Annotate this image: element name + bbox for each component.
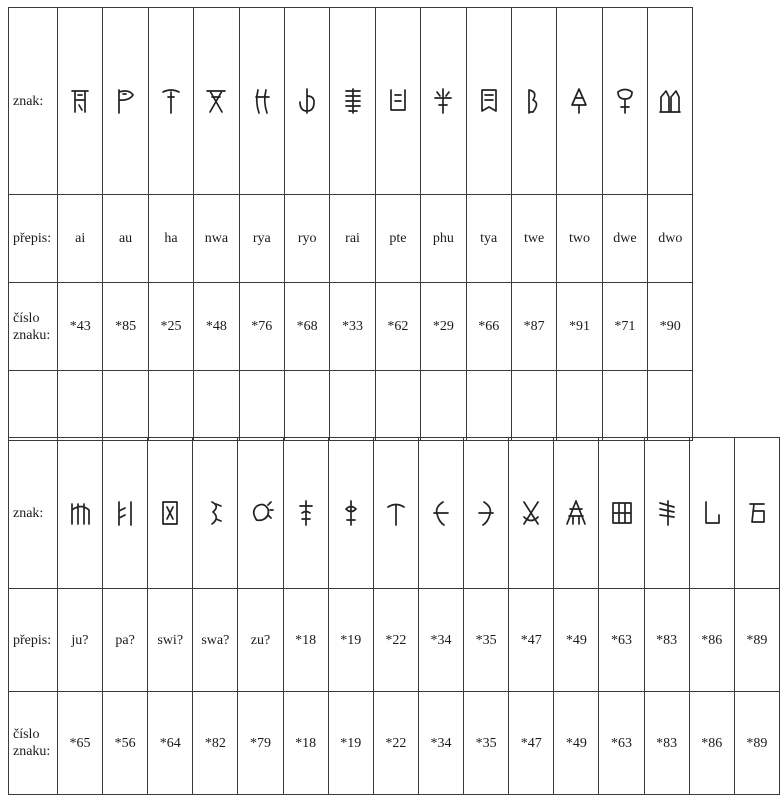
- glyph-cell: [238, 438, 283, 589]
- sign-number-cell: *29: [421, 283, 466, 371]
- label-znak: znak:: [9, 438, 58, 589]
- glyph-cell: [373, 438, 418, 589]
- glyph-cell: [421, 8, 466, 195]
- sign-number-cell: *65: [57, 692, 102, 795]
- linear-a-sign-64-icon: [157, 497, 183, 529]
- empty-cell: [421, 371, 466, 441]
- sign-number-cell: *62: [375, 283, 420, 371]
- glyph-cell: [57, 438, 102, 589]
- empty-cell: [103, 371, 148, 441]
- sign-number-cell: *68: [284, 283, 329, 371]
- empty-cell: [466, 371, 511, 441]
- transliteration-cell: *18: [283, 589, 328, 692]
- glyph-cell: [734, 438, 779, 589]
- glyph-cell: [648, 8, 693, 195]
- transliteration-cell: *86: [689, 589, 734, 692]
- linear-a-sign-66-icon: [476, 85, 502, 117]
- linear-a-sign-65-icon: [67, 497, 93, 529]
- linear-a-sign-22-icon: [383, 497, 409, 529]
- label-cislo-znaku: [9, 283, 58, 371]
- linear-a-sign-68-icon: [294, 85, 320, 117]
- glyph-cell: [58, 8, 103, 195]
- sign-number-cell: *18: [283, 692, 328, 795]
- glyph-cell: [283, 438, 328, 589]
- glyph-cell: [148, 438, 193, 589]
- sign-number-cell: *91: [557, 283, 602, 371]
- linear-a-sign-19-icon: [338, 497, 364, 529]
- glyph-cell: [466, 8, 511, 195]
- row-prepis: [9, 589, 780, 692]
- glyph-cell: [328, 438, 373, 589]
- transliteration-cell: swa?: [193, 589, 238, 692]
- transliteration-cell: twe: [511, 195, 556, 283]
- transliteration-cell: *19: [328, 589, 373, 692]
- linear-a-sign-43-icon: [67, 85, 93, 117]
- transliteration-cell: tya: [466, 195, 511, 283]
- linear-a-sign-86-icon: [699, 497, 725, 529]
- linear-a-sign-85-icon: [113, 85, 139, 117]
- sign-number-cell: *82: [193, 692, 238, 795]
- row-prepis: [9, 195, 693, 283]
- row-empty: [9, 371, 693, 441]
- transliteration-cell: *47: [509, 589, 554, 692]
- sign-number-cell: *85: [103, 283, 148, 371]
- empty-cell: [375, 371, 420, 441]
- empty-cell: [330, 371, 375, 441]
- glyph-cell: [464, 438, 509, 589]
- transliteration-cell: rya: [239, 195, 284, 283]
- transliteration-cell: *63: [599, 589, 644, 692]
- sign-number-cell: *25: [148, 283, 193, 371]
- glyph-cell: [602, 8, 647, 195]
- transliteration-cell: *22: [373, 589, 418, 692]
- linear-a-sign-33-icon: [340, 85, 366, 117]
- sign-number-cell: *71: [602, 283, 647, 371]
- glyph-cell: [148, 8, 193, 195]
- linear-a-sign-76-icon: [249, 85, 275, 117]
- linear-a-sign-47-icon: [518, 497, 544, 529]
- linear-a-sign-63-icon: [609, 497, 635, 529]
- linear-a-sign-35-icon: [473, 497, 499, 529]
- sign-number-cell: *66: [466, 283, 511, 371]
- linear-a-sign-49-icon: [563, 497, 589, 529]
- empty-cell: [58, 371, 103, 441]
- transliteration-cell: *83: [644, 589, 689, 692]
- sign-number-cell: *43: [58, 283, 103, 371]
- sign-number-cell: *83: [644, 692, 689, 795]
- linear-a-sign-79-icon: [248, 497, 274, 529]
- transliteration-cell: *34: [418, 589, 463, 692]
- row-znak: [9, 8, 693, 195]
- row-cislo-znaku: [9, 692, 780, 795]
- sign-number-cell: *64: [148, 692, 193, 795]
- sign-number-cell: *87: [511, 283, 556, 371]
- glyph-cell: [239, 8, 284, 195]
- sign-table-bottom: [8, 437, 780, 795]
- transliteration-cell: au: [103, 195, 148, 283]
- transliteration-cell: ju?: [57, 589, 102, 692]
- empty-cell: [148, 371, 193, 441]
- linear-a-sign-56-icon: [112, 497, 138, 529]
- transliteration-cell: phu: [421, 195, 466, 283]
- glyph-cell: [509, 438, 554, 589]
- glyph-cell: [689, 438, 734, 589]
- sign-number-cell: *35: [464, 692, 509, 795]
- glyph-cell: [193, 438, 238, 589]
- sign-number-cell: *63: [599, 692, 644, 795]
- glyph-cell: [375, 8, 420, 195]
- sign-number-cell: *49: [554, 692, 599, 795]
- transliteration-cell: ryo: [284, 195, 329, 283]
- transliteration-cell: *35: [464, 589, 509, 692]
- linear-a-sign-18-icon: [293, 497, 319, 529]
- transliteration-cell: pa?: [103, 589, 148, 692]
- linear-a-sign-91-icon: [566, 85, 592, 117]
- glyph-cell: [557, 8, 602, 195]
- glyph-cell: [644, 438, 689, 589]
- empty-cell: [602, 371, 647, 441]
- empty-cell: [557, 371, 602, 441]
- row-cislo-znaku: [9, 283, 693, 371]
- sign-number-cell: *22: [373, 692, 418, 795]
- glyph-cell: [554, 438, 599, 589]
- linear-a-sign-83-icon: [654, 497, 680, 529]
- transliteration-cell: ai: [58, 195, 103, 283]
- transliteration-cell: two: [557, 195, 602, 283]
- transliteration-cell: *49: [554, 589, 599, 692]
- transliteration-cell: nwa: [194, 195, 239, 283]
- glyph-cell: [194, 8, 239, 195]
- transliteration-cell: zu?: [238, 589, 283, 692]
- empty-cell: [511, 371, 556, 441]
- label-cislo-line2: znaku:: [13, 327, 51, 343]
- glyph-cell: [103, 438, 148, 589]
- transliteration-cell: dwe: [602, 195, 647, 283]
- transliteration-cell: pte: [375, 195, 420, 283]
- empty-cell: [194, 371, 239, 441]
- linear-a-sign-90-icon: [657, 85, 683, 117]
- glyph-cell: [511, 8, 556, 195]
- empty-cell: [284, 371, 329, 441]
- glyph-cell: [284, 8, 329, 195]
- glyph-cell: [599, 438, 644, 589]
- glyph-cell: [330, 8, 375, 195]
- label-znak: znak:: [9, 8, 58, 195]
- sign-number-cell: *34: [418, 692, 463, 795]
- linear-a-sign-29-icon: [430, 85, 456, 117]
- empty-label-cell: [9, 371, 58, 441]
- sign-number-cell: *89: [734, 692, 779, 795]
- sign-table-top: [8, 7, 693, 441]
- sign-number-cell: *76: [239, 283, 284, 371]
- linear-a-sign-34-icon: [428, 497, 454, 529]
- row-znak: [9, 438, 780, 589]
- label-prepis: přepis:: [9, 589, 58, 692]
- sign-number-cell: *79: [238, 692, 283, 795]
- transliteration-cell: dwo: [648, 195, 693, 283]
- linear-a-sign-48-icon: [203, 85, 229, 117]
- linear-a-sign-71-icon: [612, 85, 638, 117]
- sign-number-cell: *33: [330, 283, 375, 371]
- sign-number-cell: *86: [689, 692, 734, 795]
- glyph-cell: [418, 438, 463, 589]
- glyph-cell: [103, 8, 148, 195]
- sign-number-cell: *47: [509, 692, 554, 795]
- transliteration-cell: rai: [330, 195, 375, 283]
- sign-number-cell: *56: [103, 692, 148, 795]
- transliteration-cell: *89: [734, 589, 779, 692]
- label-cislo-znaku: [9, 692, 58, 795]
- linear-a-sign-87-icon: [521, 85, 547, 117]
- transliteration-cell: swi?: [148, 589, 193, 692]
- sign-number-cell: *19: [328, 692, 373, 795]
- sign-number-cell: *48: [194, 283, 239, 371]
- label-cislo-line1: číslo: [13, 310, 40, 326]
- linear-a-sign-89-icon: [744, 497, 770, 529]
- linear-a-sign-25-icon: [158, 85, 184, 117]
- empty-cell: [239, 371, 284, 441]
- sign-number-cell: *90: [648, 283, 693, 371]
- label-cislo-line1: číslo: [13, 727, 40, 742]
- linear-a-sign-62-icon: [385, 85, 411, 117]
- empty-cell: [648, 371, 693, 441]
- label-cislo-line2: znaku:: [13, 744, 51, 759]
- linear-a-sign-82-icon: [202, 497, 228, 529]
- label-prepis: přepis:: [9, 195, 58, 283]
- transliteration-cell: ha: [148, 195, 193, 283]
